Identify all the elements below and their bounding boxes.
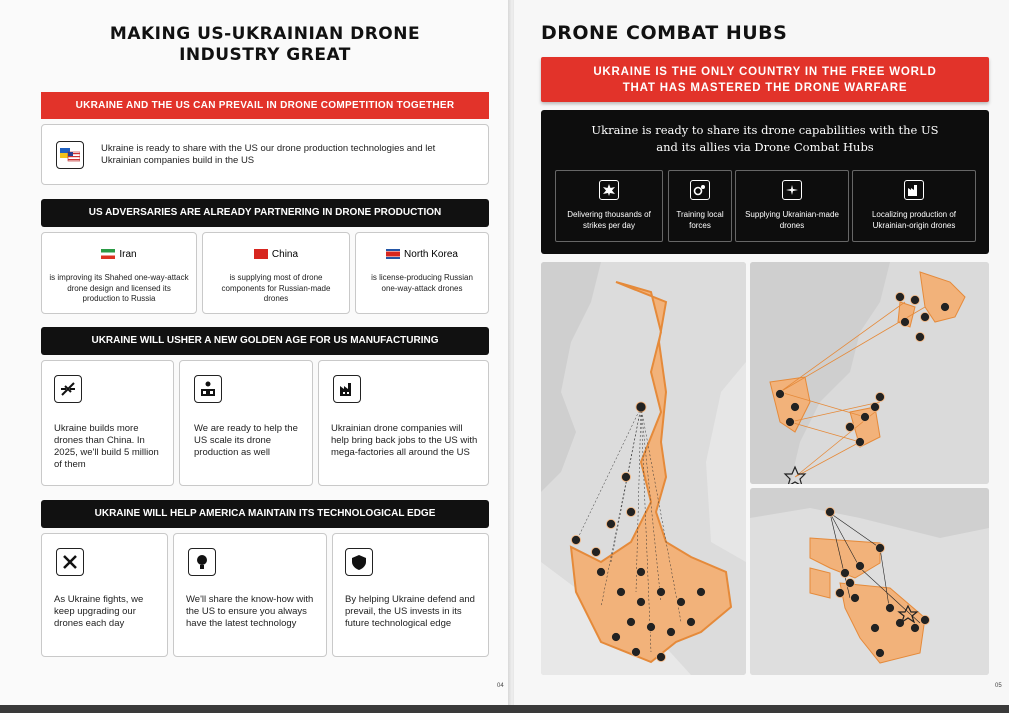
factory-icon: [904, 180, 924, 200]
tools-icon: [56, 548, 84, 576]
tech-text: By helping Ukraine defend and prevail, the US invests in its future technological edge: [345, 594, 475, 629]
factory-scale-icon: [194, 375, 222, 403]
tech-card: [173, 533, 327, 657]
adversary-card-china: [202, 232, 350, 314]
drone-crossed-icon: [54, 375, 82, 403]
map-middle-east: [750, 488, 989, 675]
training-icon: [690, 180, 710, 200]
explosion-icon: [599, 180, 619, 200]
adversary-name: North Korea: [404, 249, 458, 260]
right-page-title: DRONE COMBAT HUBS: [541, 22, 788, 44]
adversary-card-iran: [41, 232, 197, 314]
adversary-text: is license-producing Russian one-way-attack drones: [371, 273, 473, 293]
left-page: [0, 0, 510, 705]
lightbulb-icon: [188, 548, 216, 576]
map-europe-ukraine: [541, 262, 746, 675]
adversary-text: is supplying most of drone components for Russian-made drones: [221, 273, 331, 303]
map-asia-pacific: [750, 262, 989, 484]
manufacturing-header: UKRAINE WILL USHER A NEW GOLDEN AGE FOR US MANUFACTURING: [41, 327, 489, 355]
adversary-name: Iran: [119, 249, 137, 260]
hub-card-supplying: [735, 170, 849, 242]
hub-card-text: Delivering thousands of strikes per day: [567, 210, 651, 230]
intro-text: Ukraine is ready to share with the US our drone production technologies and let Ukrainian companies build in the US: [101, 143, 436, 166]
hub-card-text: Localizing production of Ukrainian-origin drones: [871, 210, 957, 230]
page-number: 04: [497, 683, 504, 689]
adversary-text: is improving its Shahed one-way-attack drone design and licensed its production to Russia: [49, 273, 189, 303]
right-banner: UKRAINE IS THE ONLY COUNTRY IN THE FREE WORLD THAT HAS MASTERED THE DRONE WARFARE: [541, 57, 989, 102]
hub-card-strikes: [555, 170, 663, 242]
hub-card-text: Training local forces: [676, 210, 724, 230]
tech-text: As Ukraine fights, we keep upgrading our drones each day: [54, 594, 144, 629]
tech-card: [332, 533, 489, 657]
adversary-name: China: [271, 249, 299, 260]
manufacturing-card: [318, 360, 489, 486]
adversaries-header: US ADVERSARIES ARE ALREADY PARTNERING IN DRONE PRODUCTION: [41, 199, 489, 227]
factory-icon: [333, 375, 361, 403]
manufacturing-text: Ukraine builds more drones than China. In 2025, we'll build 5 million of them: [54, 423, 159, 470]
manufacturing-card: [41, 360, 174, 486]
iran-flag-icon: [101, 249, 115, 259]
page-number: 05: [995, 683, 1002, 689]
manufacturing-card: [179, 360, 313, 486]
hub-card-text: Supplying Ukrainian-made drones: [745, 210, 839, 230]
hub-card-localizing: [852, 170, 976, 242]
tech-card: [41, 533, 168, 657]
north-korea-flag-icon: [386, 249, 400, 259]
tech-edge-header: UKRAINE WILL HELP AMERICA MAINTAIN ITS TECHNOLOGICAL EDGE: [41, 500, 489, 528]
manufacturing-text: Ukrainian drone companies will help bring back jobs to the US with mega-factories all around the US: [331, 423, 478, 458]
hubs-lead-text: Ukraine is ready to share its drone capabilities with the US and its allies via Drone Combat Hubs: [591, 123, 939, 154]
china-flag-icon: [254, 249, 268, 259]
left-page-title: MAKING US-UKRAINIAN DRONE INDUSTRY GREAT: [109, 24, 421, 65]
manufacturing-text: We are ready to help the US scale its drone production as well: [194, 423, 298, 458]
hub-card-training: [668, 170, 732, 242]
shield-icon: [345, 548, 373, 576]
us-ukraine-flags-icon: [56, 141, 84, 169]
drone-icon: [782, 180, 802, 200]
adversary-card-north-korea: [355, 232, 489, 314]
intro-card: [41, 124, 489, 185]
drone-combat-hubs-panel: [541, 110, 989, 254]
left-banner: UKRAINE AND THE US CAN PREVAIL IN DRONE COMPETITION TOGETHER: [41, 92, 489, 119]
tech-text: We'll share the know-how with the US to ensure you always have the latest technology: [186, 594, 314, 629]
